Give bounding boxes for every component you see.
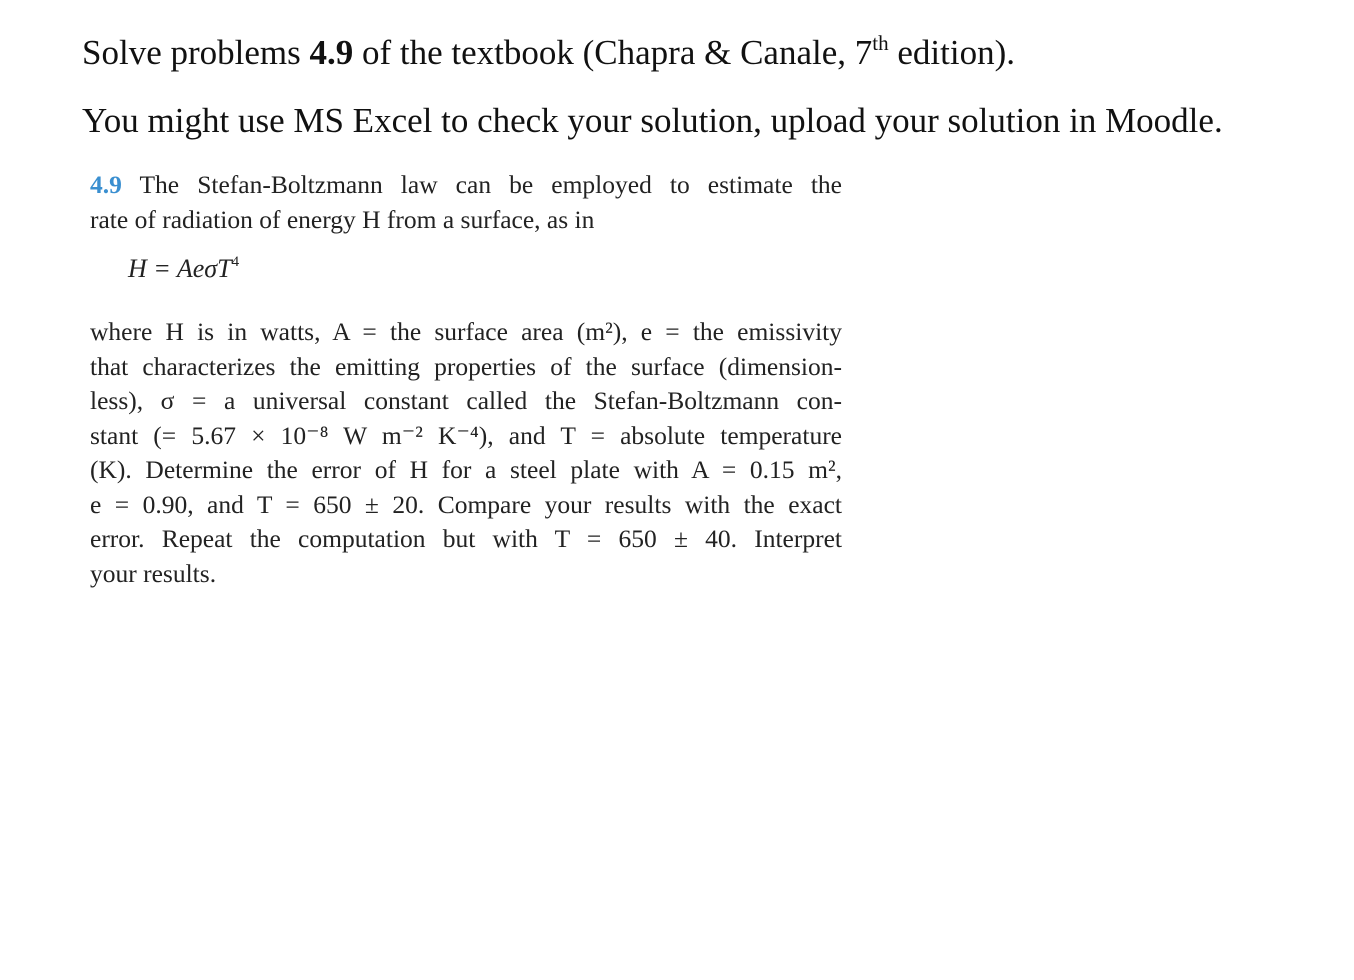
problem-body-line: where H is in watts, A = the surface area (m²), e = the emissivity xyxy=(90,317,842,346)
problem-body-line: stant (= 5.67 × 10⁻⁸ W m⁻² K⁻⁴), and T = absolute temperature xyxy=(90,420,842,450)
instruction-text: edition). xyxy=(888,33,1015,72)
problem-intro-line-1 xyxy=(90,168,842,203)
edition-superscript: th xyxy=(872,31,889,55)
equation-exponent: 4 xyxy=(231,254,240,270)
instruction-text: Solve problems xyxy=(82,33,310,72)
problem-intro xyxy=(90,168,842,237)
equation xyxy=(128,254,239,284)
problem-body xyxy=(90,315,842,591)
problem-body-line: (K). Determine the error of H for a steel plate with A = 0.15 m², xyxy=(90,455,842,484)
problem-number: 4.9 xyxy=(90,170,122,199)
problem-text: The Stefan-Boltzmann law can be employed to estimate the xyxy=(121,170,842,199)
problem-body-line: that characterizes the emitting properties of the surface (dimension- xyxy=(90,351,842,381)
problem-body-line: e = 0.90, and T = 650 ± 20. Compare your results with the exact xyxy=(90,489,842,519)
instruction-line-2: You might use MS Excel to check your solution, upload your solution in Moodle. xyxy=(82,101,1223,140)
instruction-text: of the textbook (Chapra & Canale, 7 xyxy=(353,33,873,72)
instruction-line-1 xyxy=(82,33,1015,73)
problem-body-line: your results. xyxy=(90,558,217,588)
problem-reference: 4.9 xyxy=(309,33,354,72)
problem-body-line: error. Repeat the computation but with T = 650 ± 40. Interpret xyxy=(90,524,842,553)
problem-body-line: less), σ = a universal constant called the Stefan-Boltzmann con- xyxy=(90,386,842,415)
problem-intro-line-2: rate of radiation of energy H from a surface, as in xyxy=(90,204,595,234)
equation-text: H = AeσT xyxy=(128,254,232,283)
